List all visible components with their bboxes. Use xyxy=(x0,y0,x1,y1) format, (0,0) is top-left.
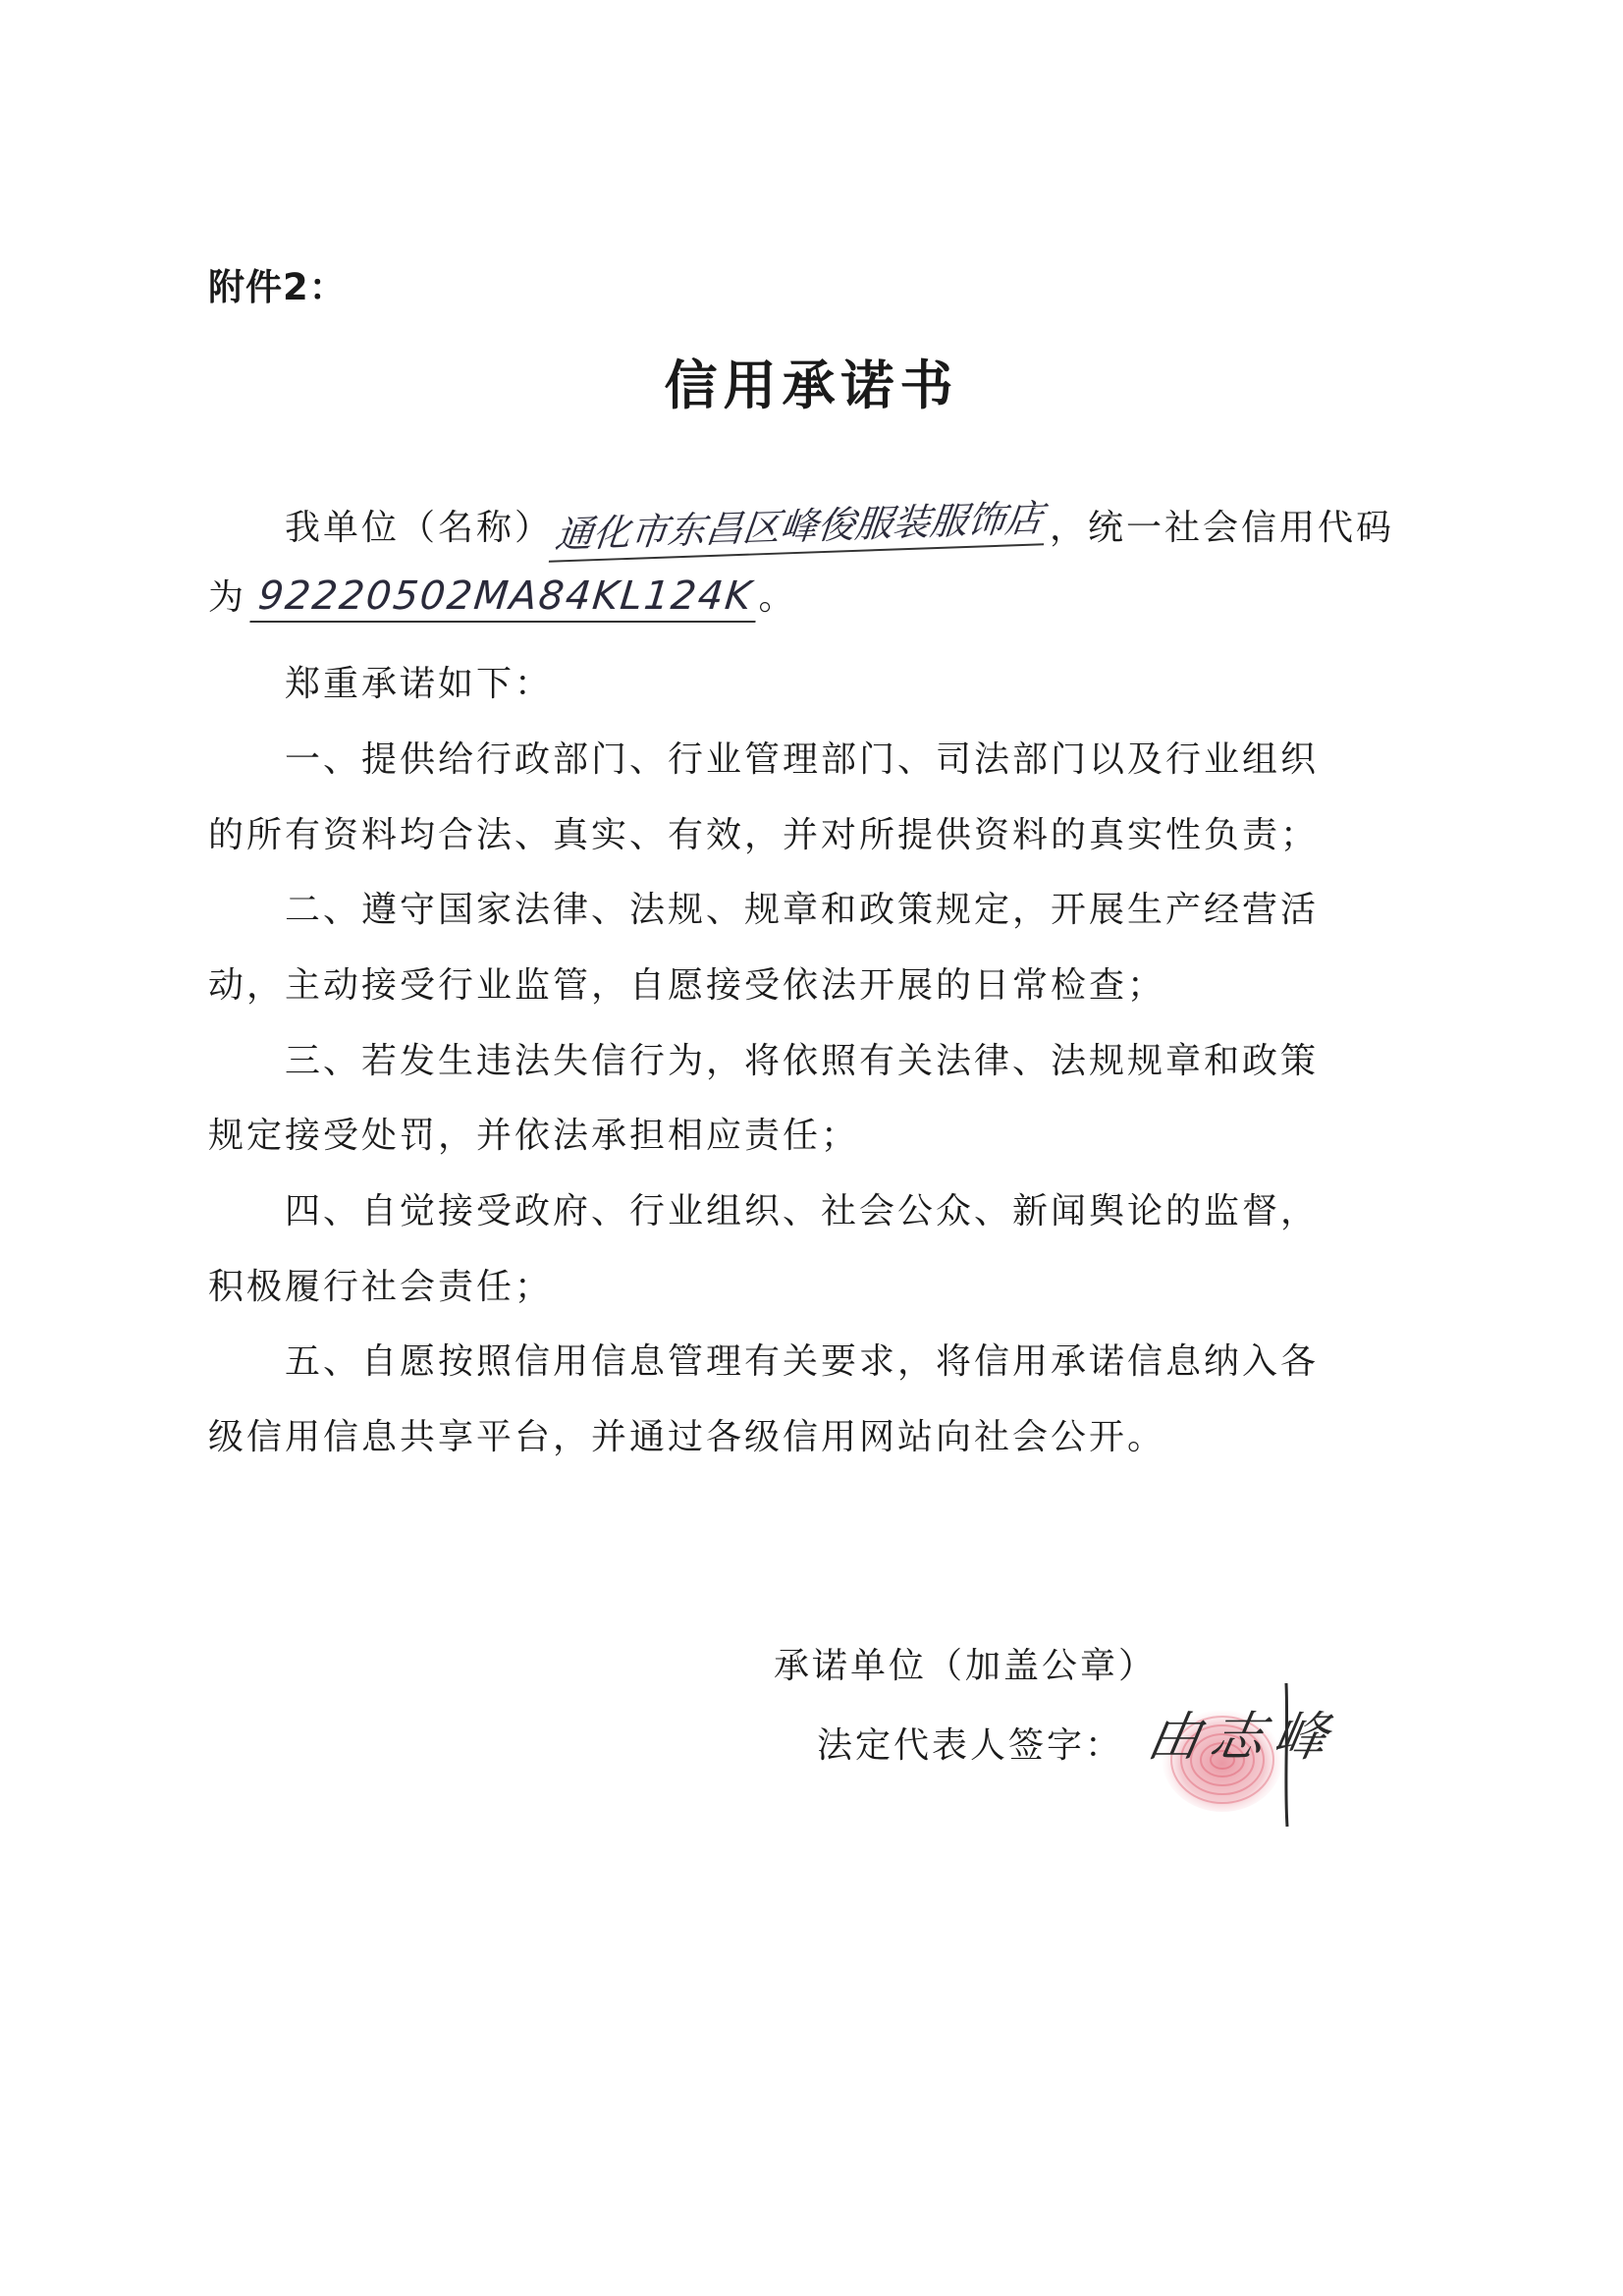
attachment-label: 附件2： xyxy=(208,266,347,308)
paragraph-line: 五、自愿按照信用信息管理有关要求，将信用承诺信息纳入各 xyxy=(285,1341,1320,1382)
credit-code-handwritten: 92220502MA84KL124K xyxy=(249,574,761,623)
document-title: 信用承诺书 xyxy=(664,355,959,416)
code-suffix: 。 xyxy=(758,577,797,618)
legal-rep-label: 法定代表人签字： xyxy=(817,1725,1124,1766)
intro-line-1 xyxy=(285,496,1395,557)
paragraph-line: 三、若发生违法失信行为，将依照有关法律、法规规章和政策 xyxy=(285,1041,1320,1081)
intro-suffix: ，统一社会信用代码 xyxy=(1050,508,1395,548)
paragraph-line: 动，主动接受行业监管，自愿接受依法开展的日常检查； xyxy=(208,965,1166,1006)
intro-line-2 xyxy=(208,570,797,623)
signature-tail-stroke xyxy=(1276,1681,1296,1829)
unit-seal-label: 承诺单位（加盖公章） xyxy=(774,1646,1158,1686)
commit-header: 郑重承诺如下： xyxy=(285,664,554,704)
paragraph-line: 规定接受处罚，并依法承担相应责任； xyxy=(208,1116,860,1156)
paragraph-line: 二、遵守国家法律、法规、规章和政策规定，开展生产经营活 xyxy=(285,890,1320,930)
paragraph-line: 四、自觉接受政府、行业组织、社会公众、新闻舆论的监督， xyxy=(285,1191,1320,1231)
company-name-handwritten: 通化市东昌区峰俊服装服饰店 xyxy=(549,487,1050,562)
paragraph-line: 积极履行社会责任； xyxy=(208,1267,554,1307)
paragraph-line: 级信用信息共享平台，并通过各级信用网站向社会公开。 xyxy=(208,1417,1166,1457)
intro-prefix: 我单位（名称） xyxy=(285,508,554,548)
code-prefix: 为 xyxy=(208,577,247,618)
paragraph-line: 一、提供给行政部门、行业管理部门、司法部门以及行业组织 xyxy=(285,739,1320,780)
legal-rep-signature: 由志峰 xyxy=(1142,1706,1342,1768)
paragraph-line: 的所有资料均合法、真实、有效，并对所提供资料的真实性负责； xyxy=(208,815,1320,855)
